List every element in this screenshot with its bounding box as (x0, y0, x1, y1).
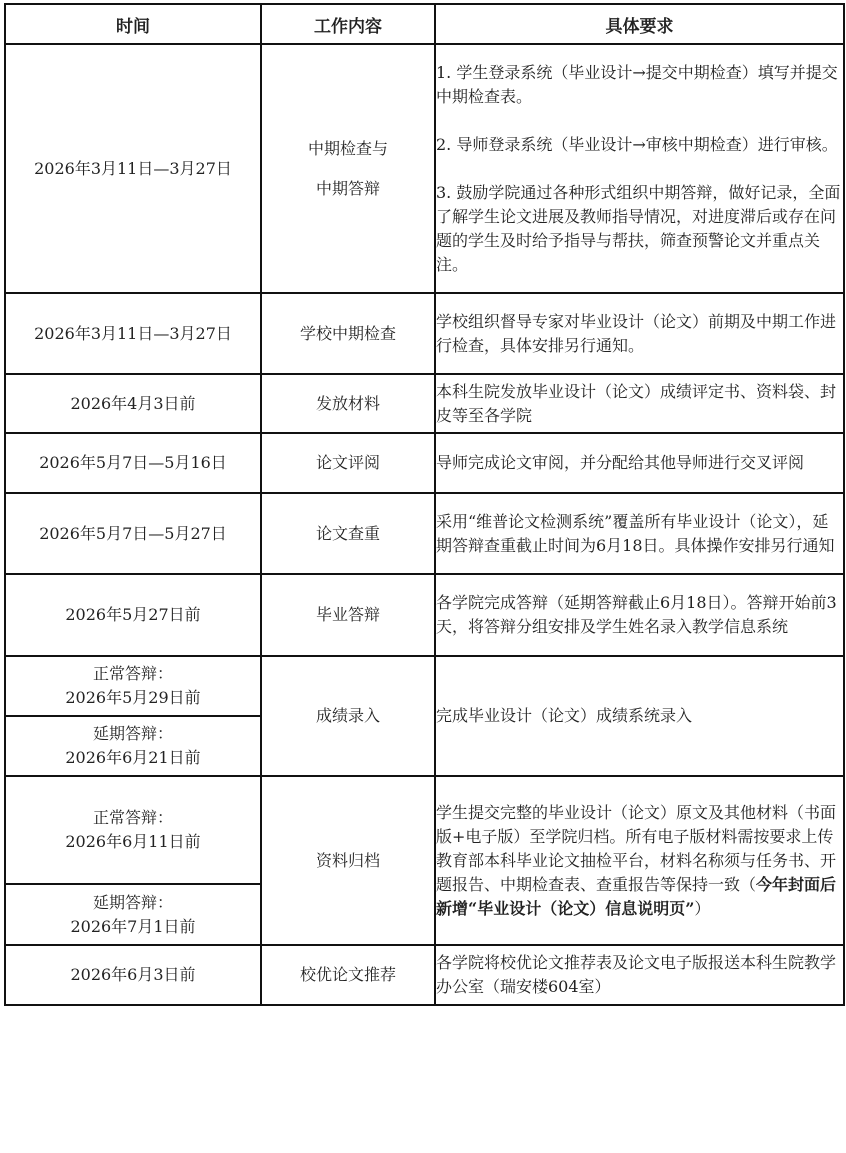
task-cell: 资料归档 (261, 776, 435, 945)
header-row (5, 4, 844, 44)
time-value: 2026年5月29日前 (65, 688, 201, 707)
header-requirements: 具体要求 (435, 4, 844, 44)
task-cell: 论文查重 (261, 493, 435, 574)
requirement-text: 学生提交完整的毕业设计（论文）原文及其他材料（书面版+电子版）至学院归档。所有电子版材料需按要求上传教育部本科毕业论文抽检平台，材料名称须与任务书、开题报告、中期检查表、查重报告等保持一致（ (436, 802, 837, 894)
task-line: 中期答辩 (315, 178, 380, 198)
time-cell-delayed (5, 884, 261, 945)
time-cell: 2026年5月7日—5月27日 (5, 493, 261, 574)
time-value: 2026年6月11日前 (65, 832, 201, 851)
requirement-cell: 学校组织督导专家对毕业设计（论文）前期及中期工作进行检查，具体安排另行通知。 (435, 293, 844, 374)
time-label: 延期答辩： (92, 892, 173, 912)
task-line: 中期检查与 (307, 138, 388, 158)
table-row (5, 374, 844, 433)
table-row (5, 293, 844, 374)
time-cell: 2026年6月3日前 (5, 945, 261, 1005)
requirement-cell: 采用“维普论文检测系统”覆盖所有毕业设计（论文），延期答辩查重截止时间为6月18日。具体操作安排另行通知 (435, 493, 844, 574)
header-task: 工作内容 (261, 4, 435, 44)
requirement-item: 3. 鼓励学院通过各种形式组织中期答辩，做好记录，全面了解学生论文进展及教师指导情况，对进度滞后或存在问题的学生及时给予指导与帮扶，筛查预警论文并重点关注。 (436, 182, 841, 274)
time-label: 延期答辩： (92, 724, 173, 743)
time-value: 2026年6月21日前 (65, 748, 201, 767)
time-label: 正常答辩： (92, 808, 173, 827)
requirement-cell: 完成毕业设计（论文）成绩系统录入 (435, 656, 844, 776)
task-cell: 校优论文推荐 (261, 945, 435, 1005)
requirement-cell (435, 44, 844, 293)
task-cell: 学校中期检查 (261, 293, 435, 374)
time-cell-normal (5, 656, 261, 716)
table-row (5, 433, 844, 493)
requirement-cell: 本科生院发放毕业设计（论文）成绩评定书、资料袋、封皮等至各学院 (435, 374, 844, 433)
requirement-cell: 各学院将校优论文推荐表及论文电子版报送本科生院教学办公室（瑞安楼604室） (435, 945, 844, 1005)
task-cell: 发放材料 (261, 374, 435, 433)
table-row (5, 493, 844, 574)
requirement-item: 2. 导师登录系统（毕业设计→审核中期检查）进行审核。 (436, 134, 838, 154)
table-row (5, 656, 844, 716)
requirement-tail: ） (694, 898, 711, 918)
time-cell-normal (5, 776, 261, 884)
table-row (5, 945, 844, 1005)
requirement-cell: 各学院完成答辩（延期答辩截止6月18日）。答辩开始前3天，将答辩分组安排及学生姓名录入教学信息系统 (435, 574, 844, 656)
requirement-highlight: 今年封面后新增“毕业设计（论文）信息说明页” (436, 874, 837, 918)
task-cell: 成绩录入 (261, 656, 435, 776)
schedule-table (4, 3, 845, 1006)
time-cell: 2026年5月7日—5月16日 (5, 433, 261, 493)
time-value: 2026年7月1日前 (70, 916, 196, 936)
header-time: 时间 (5, 4, 261, 44)
time-cell: 2026年4月3日前 (5, 374, 261, 433)
requirement-item: 1. 学生登录系统（毕业设计→提交中期检查）填写并提交中期检查表。 (436, 62, 838, 106)
table-row (5, 44, 844, 293)
time-cell: 2026年3月11日—3月27日 (5, 44, 261, 293)
task-cell: 论文评阅 (261, 433, 435, 493)
table-row (5, 574, 844, 656)
time-cell: 2026年3月11日—3月27日 (5, 293, 261, 374)
time-cell: 2026年5月27日前 (5, 574, 261, 656)
task-cell: 毕业答辩 (261, 574, 435, 656)
table-row (5, 776, 844, 884)
time-label: 正常答辩： (92, 664, 173, 683)
task-cell (261, 44, 435, 293)
time-cell-delayed (5, 716, 261, 776)
requirement-cell: 导师完成论文审阅，并分配给其他导师进行交叉评阅 (435, 433, 844, 493)
requirement-cell (435, 776, 844, 945)
